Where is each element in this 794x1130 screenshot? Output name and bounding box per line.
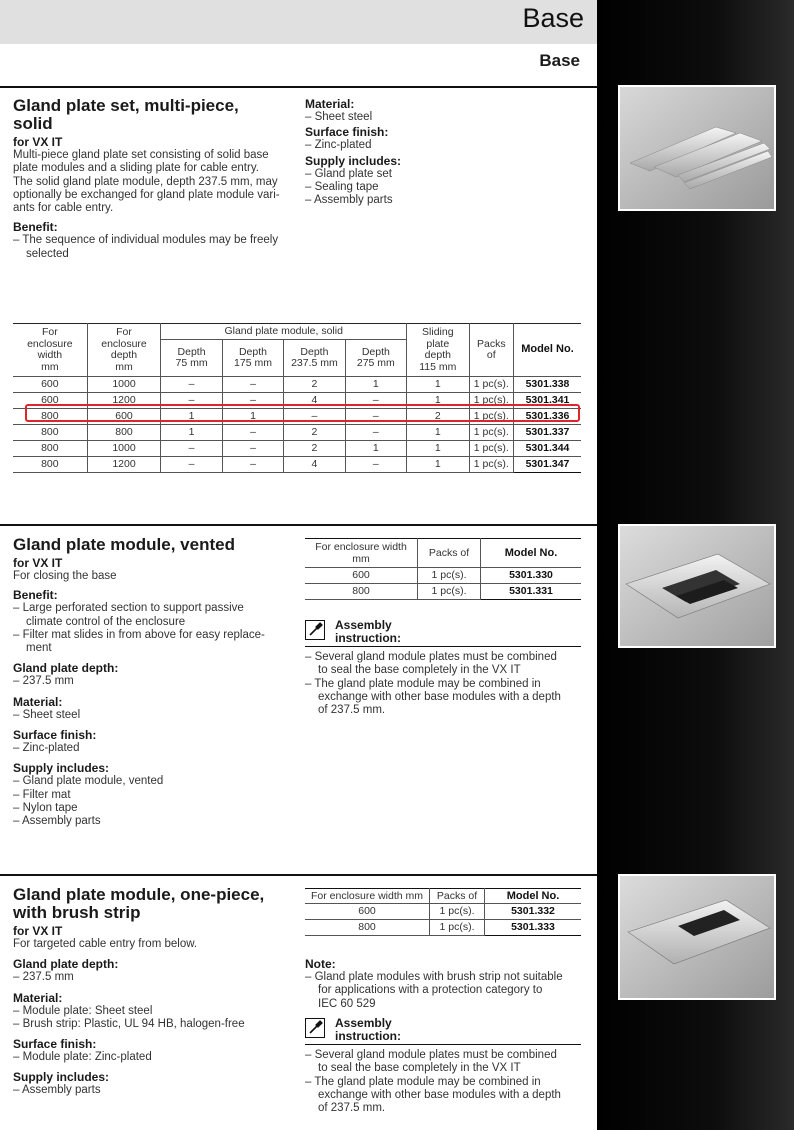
col-header-width: For enclosure width mm xyxy=(305,889,430,904)
assembly-text xyxy=(305,1049,581,1115)
supply-label: Supply includes: xyxy=(13,761,110,776)
note-line: IEC 60 529 xyxy=(318,997,376,1010)
table-row-highlighted: 800 600 1 1 – – 2 1 pc(s). 5301.336 xyxy=(13,409,581,425)
section1-title xyxy=(13,97,298,133)
col-header-width: For enclosure width mm xyxy=(305,539,418,568)
table-row: 800 1 pc(s). 5301.333 xyxy=(305,920,581,936)
assembly-header xyxy=(305,1017,581,1045)
section-divider xyxy=(0,524,597,526)
supply-list xyxy=(13,775,298,828)
section3-title xyxy=(13,886,298,922)
depth-value: – 237.5 mm xyxy=(13,675,74,688)
assembly-line: of 237.5 mm. xyxy=(318,1102,386,1115)
note-line: – Gland plate modules with brush strip not suitable xyxy=(305,971,563,983)
supply-item: – Sealing tape xyxy=(305,180,379,193)
assembly-title: Assembly instruction: xyxy=(335,618,401,645)
assembly-line: – The gland plate module may be combined in xyxy=(305,677,541,690)
col-header-model: Model No. xyxy=(485,889,582,904)
supply-label: Supply includes: xyxy=(305,153,402,168)
supply-item: – Assembly parts xyxy=(13,815,101,828)
section3-title-line1: Gland plate module, one-piece, xyxy=(13,885,265,904)
assembly-text xyxy=(305,651,581,717)
section3-title-line2: with brush strip xyxy=(13,903,141,922)
note-text xyxy=(305,971,585,1011)
screwdriver-icon xyxy=(305,1018,325,1038)
material-label: Material: xyxy=(305,97,355,111)
finish-label: Surface finish: xyxy=(305,125,389,140)
screwdriver-icon xyxy=(305,620,325,640)
col-header-model: Model No. xyxy=(513,324,581,377)
desc-line: Multi-piece gland plate set consisting of solid base xyxy=(13,149,269,161)
table-row: 600 1 pc(s). 5301.332 xyxy=(305,904,581,920)
material-label: Material: xyxy=(13,990,63,1005)
assembly-line: of 237.5 mm. xyxy=(318,704,386,717)
desc-line: ants for cable entry. xyxy=(13,202,114,215)
assembly-line: exchange with other base modules with a depth xyxy=(318,690,561,703)
finish-value: – Zinc-plated xyxy=(305,139,372,152)
section2-table xyxy=(305,538,581,600)
supply-item: – Nylon tape xyxy=(13,801,78,814)
gland-plate-vented-photo xyxy=(618,524,776,648)
supply-item: – Filter mat xyxy=(13,788,71,801)
depth-label: Gland plate depth: xyxy=(13,957,119,972)
supply-value: – Assembly parts xyxy=(13,1084,101,1097)
section-divider xyxy=(0,86,597,88)
material-item: – Module plate: Sheet steel xyxy=(13,1004,153,1017)
section3-table xyxy=(305,888,581,936)
section1-right xyxy=(305,97,585,207)
table-row: 800 800 1 – 2 – 1 1 pc(s). 5301.337 xyxy=(13,425,581,441)
gland-plate-brush-photo xyxy=(618,874,776,1000)
material-label: Material: xyxy=(13,694,63,709)
benefit-line: – Filter mat slides in from above for easy replace- xyxy=(13,628,265,641)
benefit-line: – The sequence of individual modules may be freely xyxy=(13,234,279,247)
benefit-line: ment xyxy=(26,642,52,655)
finish-label: Surface finish: xyxy=(13,1037,97,1052)
section1-description xyxy=(13,149,298,215)
assembly-line: to seal the base completely in the VX IT xyxy=(318,1062,521,1075)
section1-for: for VX IT xyxy=(13,135,63,149)
section-divider xyxy=(0,874,597,876)
col-header-model: Model No. xyxy=(481,539,582,568)
depth-value: – 237.5 mm xyxy=(13,971,74,984)
col-header-d175: Depth 175 mm xyxy=(222,340,283,377)
section3-for: for VX IT xyxy=(13,924,63,938)
benefit-label: Benefit: xyxy=(13,588,58,603)
assembly-header xyxy=(305,619,581,647)
section1-left xyxy=(13,97,298,261)
col-header-sliding: Sliding plate depth 115 mm xyxy=(407,324,470,377)
material-list xyxy=(13,1005,298,1032)
benefit-line: – Large perforated section to support passive xyxy=(13,602,244,615)
col-header-d2375: Depth 237.5 mm xyxy=(284,340,345,377)
desc-line: The solid gland plate module, depth 237.5 mm, may xyxy=(13,175,278,188)
table-row: 800 1000 – – 2 1 1 1 pc(s). 5301.344 xyxy=(13,441,581,457)
supply-item: – Assembly parts xyxy=(305,194,393,207)
assembly-line: exchange with other base modules with a depth xyxy=(318,1088,561,1101)
section1-title-line1: Gland plate set, multi-piece, xyxy=(13,96,239,115)
assembly-line: – The gland plate module may be combined in xyxy=(305,1075,541,1088)
gland-plate-set-photo xyxy=(618,85,776,211)
section2-title: Gland plate module, vented xyxy=(13,535,235,554)
benefit-text xyxy=(13,602,298,655)
col-header-group: Gland plate module, solid xyxy=(161,324,407,340)
note-label: Note: xyxy=(305,957,336,971)
table-row: 600 1200 – – 4 – 1 1 pc(s). 5301.341 xyxy=(13,393,581,409)
note-line: for applications with a protection category to xyxy=(318,984,543,997)
supply-item: – Gland plate module, vented xyxy=(13,775,164,788)
assembly-line: – Several gland module plates must be combined xyxy=(305,651,557,663)
finish-label: Surface finish: xyxy=(13,728,97,743)
page-title: Base xyxy=(522,3,584,33)
header-band xyxy=(0,0,597,44)
supply-list xyxy=(305,168,585,208)
section1-title-line2: solid xyxy=(13,114,53,133)
row-highlight-box xyxy=(25,404,580,422)
benefit-text xyxy=(13,234,298,261)
finish-value: – Module plate: Zinc-plated xyxy=(13,1051,152,1064)
col-header-packs: Packs of xyxy=(430,889,485,904)
section3-assembly xyxy=(305,1017,581,1115)
table-row: 600 1 pc(s). 5301.330 xyxy=(305,568,581,584)
supply-item: – Gland plate set xyxy=(305,167,392,180)
col-header-d75: Depth 75 mm xyxy=(161,340,222,377)
material-item: – Brush strip: Plastic, UL 94 HB, halogen-free xyxy=(13,1017,245,1030)
col-header-width: For enclosure width mm xyxy=(13,324,87,377)
supply-label: Supply includes: xyxy=(13,1070,110,1085)
material-value: – Sheet steel xyxy=(305,111,373,123)
table-row: 800 1 pc(s). 5301.331 xyxy=(305,584,581,600)
benefit-line: selected xyxy=(26,247,69,260)
material-value: – Sheet steel xyxy=(13,708,81,721)
section1-table xyxy=(13,323,581,473)
section-subtitle: Base xyxy=(539,51,580,70)
section3-left xyxy=(13,886,298,1098)
section2-left xyxy=(13,536,298,829)
col-header-d275: Depth 275 mm xyxy=(345,340,406,377)
table-row: 600 1000 – – 2 1 1 1 pc(s). 5301.338 xyxy=(13,377,581,393)
desc-line: optionally be exchanged for gland plate module vari- xyxy=(13,188,280,201)
desc-line: plate modules and a sliding plate for cable entry. xyxy=(13,162,259,175)
assembly-line: – Several gland module plates must be combined xyxy=(305,1049,557,1061)
benefit-label: Benefit: xyxy=(13,220,58,235)
assembly-title: Assembly instruction: xyxy=(335,1016,401,1043)
depth-label: Gland plate depth: xyxy=(13,661,119,676)
col-header-depth: For enclosure depth mm xyxy=(87,324,161,377)
section2-intro: For closing the base xyxy=(13,570,117,582)
finish-value: – Zinc-plated xyxy=(13,742,80,755)
table-row: 800 1200 – – 4 – 1 1 pc(s). 5301.347 xyxy=(13,457,581,473)
section2-assembly xyxy=(305,619,581,717)
section2-for: for VX IT xyxy=(13,556,63,570)
benefit-line: climate control of the enclosure xyxy=(26,615,186,628)
col-header-packs: Packs of xyxy=(418,539,481,568)
assembly-line: to seal the base completely in the VX IT xyxy=(318,664,521,677)
section3-intro: For targeted cable entry from below. xyxy=(13,938,198,950)
col-header-packs: Packs of xyxy=(469,324,513,377)
section3-note xyxy=(305,957,585,1011)
